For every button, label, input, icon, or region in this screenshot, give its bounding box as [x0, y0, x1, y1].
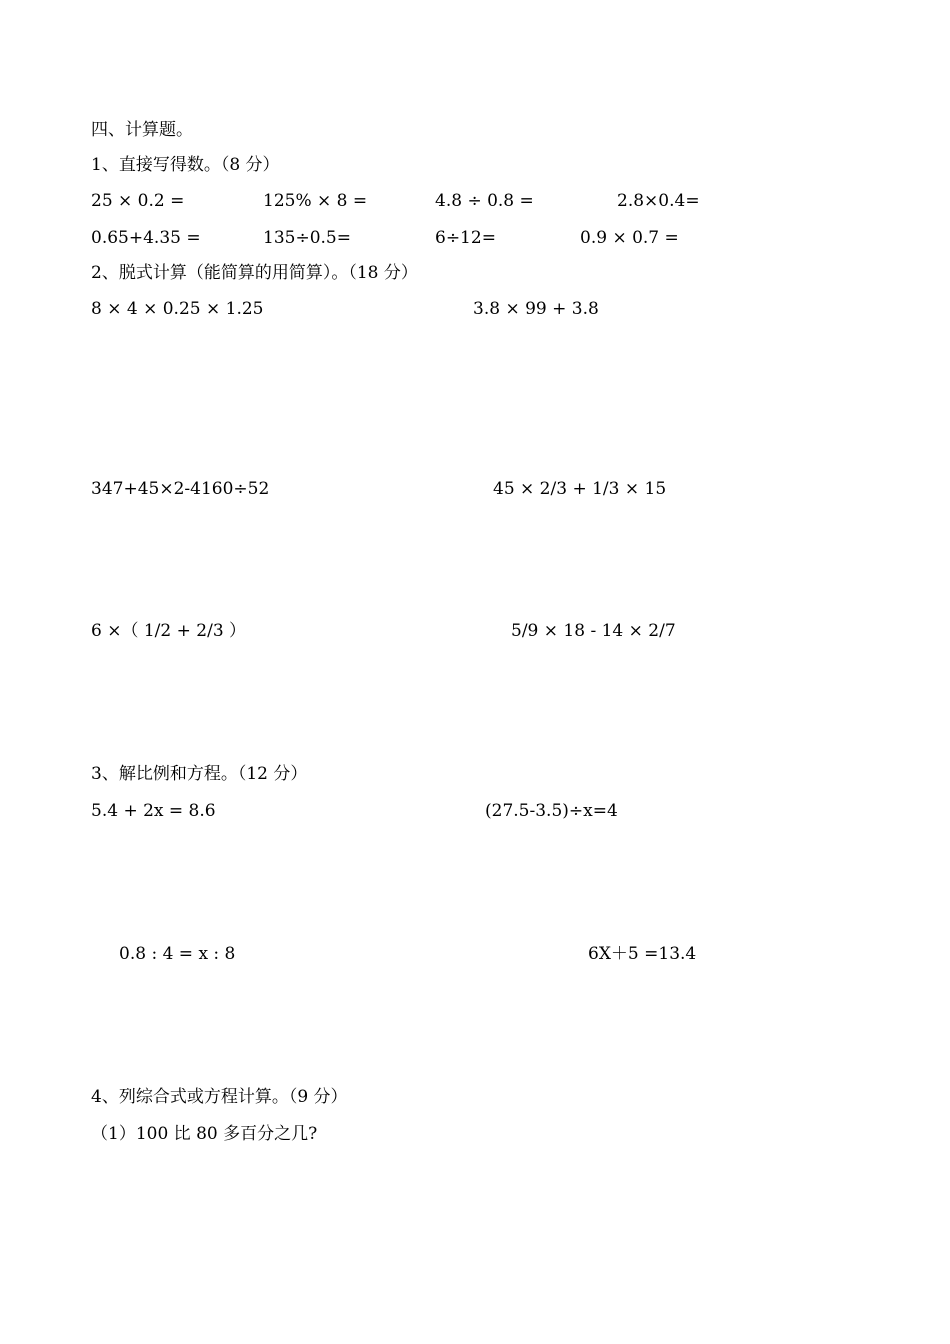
part1-problem-4: 2.8×0.4= [617, 191, 700, 211]
part3-problem-2: (27.5-3.5)÷x=4 [485, 801, 618, 821]
part1-problem-5: 0.65+4.35 = [91, 228, 201, 248]
part2-heading: 2、脱式计算（能简算的用简算）。（18 分） [91, 263, 418, 283]
part2-problem-5: 6 ×（ 1/2 + 2/3 ） [91, 621, 247, 641]
part3-heading: 3、解比例和方程。（12 分） [91, 764, 308, 784]
part1-problem-2: 125% × 8 = [263, 191, 368, 211]
part2-problem-2: 3.8 × 99 + 3.8 [473, 299, 599, 319]
part3-problem-1: 5.4 + 2x = 8.6 [91, 801, 216, 821]
part2-problem-3: 347+45×2-4160÷52 [91, 479, 270, 499]
part1-problem-8: 0.9 × 0.7 = [580, 228, 679, 248]
section-title: 四、计算题。 [91, 120, 193, 140]
part1-problem-1: 25 × 0.2 = [91, 191, 185, 211]
part4-heading: 4、列综合式或方程计算。（9 分） [91, 1087, 348, 1107]
part1-problem-7: 6÷12= [435, 228, 496, 248]
part2-problem-6: 5/9 × 18 - 14 × 2/7 [511, 621, 676, 641]
part3-problem-4: 6X＋5 =13.4 [588, 944, 697, 964]
part1-problem-6: 135÷0.5= [263, 228, 351, 248]
part1-problem-3: 4.8 ÷ 0.8 = [435, 191, 534, 211]
part3-problem-3: 0.8 : 4 = x : 8 [119, 944, 236, 964]
part2-problem-1: 8 × 4 × 0.25 × 1.25 [91, 299, 264, 319]
part1-heading: 1、直接写得数。（8 分） [91, 155, 280, 175]
part4-problem-1: （1）100 比 80 多百分之几? [91, 1124, 318, 1144]
part2-problem-4: 45 × 2/3 + 1/3 × 15 [493, 479, 667, 499]
